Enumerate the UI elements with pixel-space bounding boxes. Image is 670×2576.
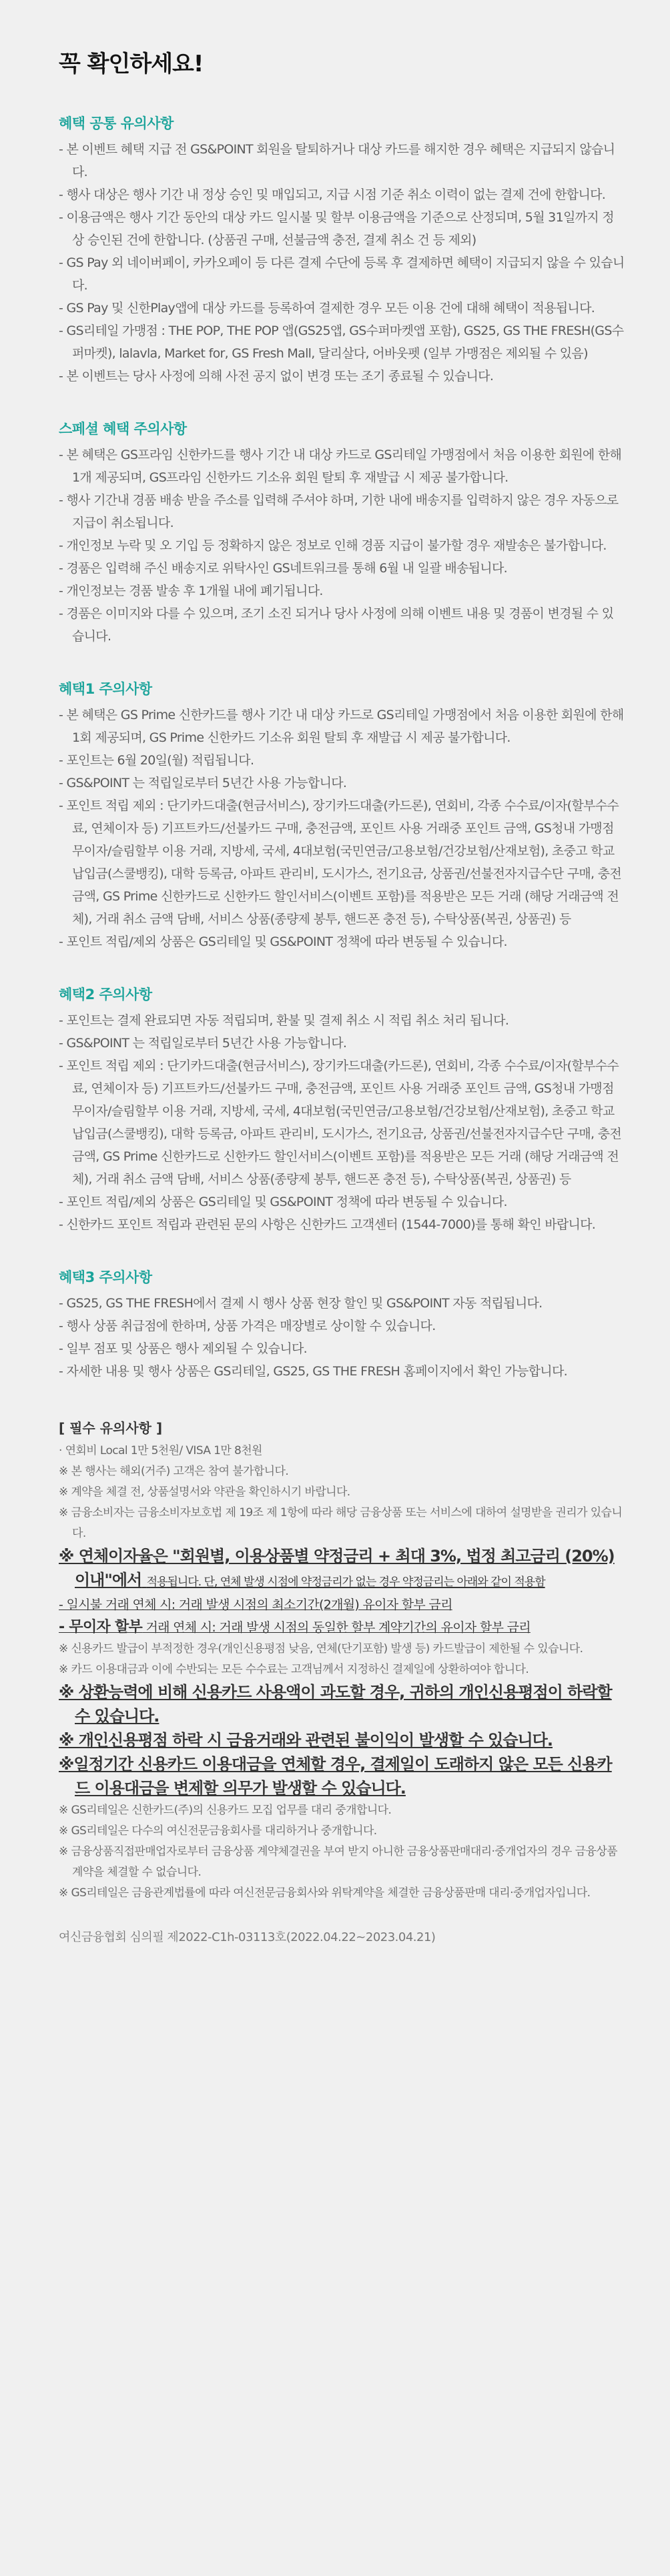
list-item: - 일부 점포 및 상품은 행사 제외될 수 있습니다. <box>59 1341 307 1356</box>
list-item: - GS&POINT 는 적립일로부터 5년간 사용 가능합니다. <box>59 776 347 790</box>
list-item: - 본 이벤트 혜택 지급 전 GS&POINT 회원을 탈퇴하거나 대상 카드를 해지한 경우 혜택은 지급되지 않습니다. <box>59 142 615 179</box>
section-title: 혜택 공통 유의사항 <box>59 115 174 131</box>
list-item: - 행사 기간내 경품 배송 받을 주소를 입력해 주셔야 하며, 기한 내에 배송지를 입력하지 않은 경우 자동으로 지급이 취소됩니다. <box>59 493 619 530</box>
note-line: ※ 카드 이용대금과 이에 수반되는 모든 수수료는 고객님께서 지정하신 결제일에 상환하여야 합니다. <box>59 1663 529 1676</box>
section-title: 혜택1 주의사항 <box>59 681 152 697</box>
list-item: - 행사 대상은 행사 기간 내 정상 승인 및 매입되고, 지급 시점 기준 취소 이력이 없는 결제 건에 한합니다. <box>59 187 606 202</box>
list-item: - 포인트는 결제 완료되면 자동 적립되며, 환불 및 결제 취소 시 적립 취소 처리 됩니다. <box>59 1013 509 1028</box>
overdue-rate-detail: 적용됩니다. 단, 연체 발생 시점에 약정금리가 없는 경우 약정금리는 아래와 같이 적용함 <box>146 1575 545 1589</box>
note-line: ※ 금융소비자는 금융소비자보호법 제 19조 제 1항에 따라 해당 금융상품 또는 서비스에 대하여 설명받을 권리가 있습니다. <box>59 1506 623 1540</box>
note-line: ※ GS리테일은 신한카드(주)의 신용카드 모집 업무를 대리 중개합니다. <box>59 1804 392 1817</box>
list-item: - 본 혜택은 GS Prime 신한카드를 행사 기간 내 대상 카드로 GS리테일 가맹점에서 처음 이용한 회원에 한해 1회 제공되며, GS Prime 신한카드 기소유 회원 탈퇴 후 재발급 시 제공 불가합니다. <box>59 708 624 745</box>
list-item: - 포인트는 6월 20일(월) 적립됩니다. <box>59 753 254 768</box>
list-item: - 개인정보 누락 및 오 기입 등 정확하지 않은 정보로 인해 경품 지급이 불가할 경우 재발송은 불가합니다. <box>59 538 607 553</box>
list-item: - 신한카드 포인트 적립과 관련된 문의 사항은 신한카드 고객센터 (1544-7000)를 통해 확인 바랍니다. <box>59 1217 596 1232</box>
rule-text: 거래 연체 시: 거래 발생 시점의 동일한 할부 계약기간의 유이자 할부 금리 <box>145 1620 531 1635</box>
list-item: - 포인트 적립/제외 상품은 GS리테일 및 GS&POINT 정책에 따라 변동될 수 있습니다. <box>59 934 507 949</box>
list-item: - 포인트 적립 제외 : 단기카드대출(현금서비스), 장기카드대출(카드론), 연회비, 각종 수수료/이자(할부수수료, 연체이자 등) 기프트카드/선불카드 구매, 충전금액, 포인트 사용 거래중 포인트 금액, GS청내 가맹점 무이자/슬림할부 이용 거래, 지방세, 국세, 4대보험(국민연금/고용보험/건강보험/산재보험), 초중고 학교납입금(스쿨뱅킹), 대학 등록금, 아파트 관리비, 도시가스, 전기요금, 상품권/선불전자지급수단 구매, 충전금액, GS Prime 신한카드로 신한카드 할인서비스(이벤트 포함)를 적용받은 모든 거래 (해당 거래금액 전체), 거래 취소 금액 담배, 서비스 상품(종량제 봉투, 핸드폰 충전 등), 수탁상품(복권, 상품권) 등 <box>59 1059 622 1187</box>
overdue-rate-main: ※ 연체이자율은 "회원별, 이용상품별 약정금리 + 최대 3%, 법정 최고금리 (20%) 이내"에서 <box>59 1547 615 1589</box>
rule-text: 거래 발생 시점의 최소기간(2개월) 유이자 할부 금리 <box>178 1597 452 1612</box>
list-item: - 본 이벤트는 당사 사정에 의해 사전 공지 없이 변경 또는 조기 종료될 수 있습니다. <box>59 369 494 384</box>
list-item: - 자세한 내용 및 행사 상품은 GS리테일, GS25, GS THE FRESH 홈페이지에서 확인 가능합니다. <box>59 1364 567 1379</box>
required-notice-section <box>59 1417 625 1945</box>
list-item: - GS&POINT 는 적립일로부터 5년간 사용 가능합니다. <box>59 1036 347 1051</box>
list-item: - 경품은 입력해 주신 배송지로 위탁사인 GS네트워크를 통해 6월 내 일괄 배송됩니다. <box>59 561 507 576</box>
rule-label: - 일시불 거래 연체 시: <box>59 1597 176 1612</box>
note-line: ※ 금융상품직접판매업자로부터 금융상품 계약체결권을 부여 받지 아니한 금융상품판매대리·중개업자의 경우 금융상품계약을 체결할 수 없습니다. <box>59 1845 617 1879</box>
benefit2-notice-section <box>59 984 625 1236</box>
warning-line: ※일정기간 신용카드 이용대금을 연체할 경우, 결제일이 도래하지 않은 모든 신용카드 이용대금을 변제할 의무가 발생할 수 있습니다. <box>59 1755 612 1798</box>
list-item: - 행사 상품 취급점에 한하며, 상품 가격은 매장별로 상이할 수 있습니다. <box>59 1319 436 1333</box>
list-item: - GS25, GS THE FRESH에서 결제 시 행사 상품 현장 할인 및 GS&POINT 자동 적립됩니다. <box>59 1296 543 1311</box>
list-item: - 본 혜택은 GS프라임 신한카드를 행사 기간 내 대상 카드로 GS리테일 가맹점에서 처음 이용한 회원에 한해 1개 제공되며, GS프라임 신한카드 기소유 회원 탈퇴 후 재발급 시 제공 불가합니다. <box>59 448 622 485</box>
page-title: 꼭 확인하세요! <box>59 51 204 77</box>
rule-label: - 무이자 할부 <box>59 1619 143 1636</box>
overdue-rate-notice <box>59 1544 625 1594</box>
section-title: [ 필수 유의사항 ] <box>59 1420 163 1436</box>
warning-line: ※ 상환능력에 비해 신용카드 사용액이 과도할 경우, 귀하의 개인신용평점이 하락할 수 있습니다. <box>59 1683 612 1726</box>
benefit3-notice-section <box>59 1267 625 1383</box>
note-line: ※ 본 행사는 해외(거주) 고객은 참여 불가합니다. <box>59 1465 289 1478</box>
note-line: ※ GS리테일은 금융관계법률에 따라 여신전문금융회사와 위탁계약을 체결한 금융상품판매 대리·중개업자입니다. <box>59 1886 591 1900</box>
section-title: 스페셜 혜택 주의사항 <box>59 421 187 437</box>
note-line: ※ 계약을 체결 전, 상품설명서와 약관을 확인하시기 바랍니다. <box>59 1485 350 1499</box>
list-item: - 포인트 적립 제외 : 단기카드대출(현금서비스), 장기카드대출(카드론), 연회비, 각종 수수료/이자(할부수수료, 연체이자 등) 기프트카드/선불카드 구매, 충전금액, 포인트 사용 거래중 포인트 금액, GS청내 가맹점 무이자/슬림할부 이용 거래, 지방세, 국세, 4대보험(국민연금/고용보험/건강보험/산재보험), 초중고 학교납입금(스쿨뱅킹), 대학 등록금, 아파트 관리비, 도시가스, 전기요금, 상품권/선불전자지급수단 구매, 충전금액, GS Prime 신한카드로 신한카드 할인서비스(이벤트 포함)를 적용받은 모든 거래 (해당 거래금액 전체), 거래 취소 금액 담배, 서비스 상품(종량제 봉투, 핸드폰 충전 등), 수탁상품(복권, 상품권) 등 <box>59 798 622 926</box>
approval-number: 여신금융협회 심의필 제2022-C1h-03113호(2022.04.22~2023.04.21) <box>59 1930 436 1944</box>
list-item: - 포인트 적립/제외 상품은 GS리테일 및 GS&POINT 정책에 따라 변동될 수 있습니다. <box>59 1195 507 1209</box>
note-line: ※ 신용카드 발급이 부적정한 경우(개인신용평점 낮음, 연체(단기포함) 발생 등) 카드발급이 제한될 수 있습니다. <box>59 1642 583 1656</box>
section-title: 혜택3 주의사항 <box>59 1269 152 1285</box>
annual-fee: · 연회비 Local 1만 5천원/ VISA 1만 8천원 <box>59 1444 262 1457</box>
benefit1-notice-section <box>59 678 625 953</box>
lump-sum-overdue-rule <box>59 1594 625 1616</box>
no-interest-overdue-rule <box>59 1616 625 1639</box>
note-line: ※ GS리테일은 다수의 여신전문금융회사를 대리하거나 중개합니다. <box>59 1824 377 1838</box>
list-item: - 경품은 이미지와 다를 수 있으며, 조기 소진 되거나 당사 사정에 의해 이벤트 내용 및 경품이 변경될 수 있습니다. <box>59 606 614 644</box>
list-item: - GS리테일 가맹점 : THE POP, THE POP 앱(GS25앱, GS수퍼마켓앱 포함), GS25, GS THE FRESH(GS수퍼마켓), lalavla, Market for, GS Fresh Mall, 달리살다, 어바웃펫 (일부 가맹점은 제외될 수 있음) <box>59 324 624 361</box>
special-notice-section <box>59 418 625 648</box>
common-notice-section <box>59 113 625 388</box>
list-item: - 개인정보는 경품 발송 후 1개월 내에 폐기됩니다. <box>59 584 323 598</box>
list-item: - GS Pay 외 네이버페이, 카카오페이 등 다른 결제 수단에 등록 후 결제하면 혜택이 지급되지 않을 수 있습니다. <box>59 255 625 293</box>
list-item: - GS Pay 및 신한Play앱에 대상 카드를 등록하여 결제한 경우 모든 이용 건에 대해 혜택이 적용됩니다. <box>59 301 595 315</box>
warning-line: ※ 개인신용평점 하락 시 금융거래와 관련된 불이익이 발생할 수 있습니다. <box>59 1731 553 1750</box>
section-title: 혜택2 주의사항 <box>59 987 152 1003</box>
list-item: - 이용금액은 행사 기간 동안의 대상 카드 일시불 및 할부 이용금액을 기준으로 산정되며, 5월 31일까지 정상 승인된 건에 한합니다. (상품권 구매, 선불금액 충전, 결제 취소 건 등 제외) <box>59 210 614 247</box>
